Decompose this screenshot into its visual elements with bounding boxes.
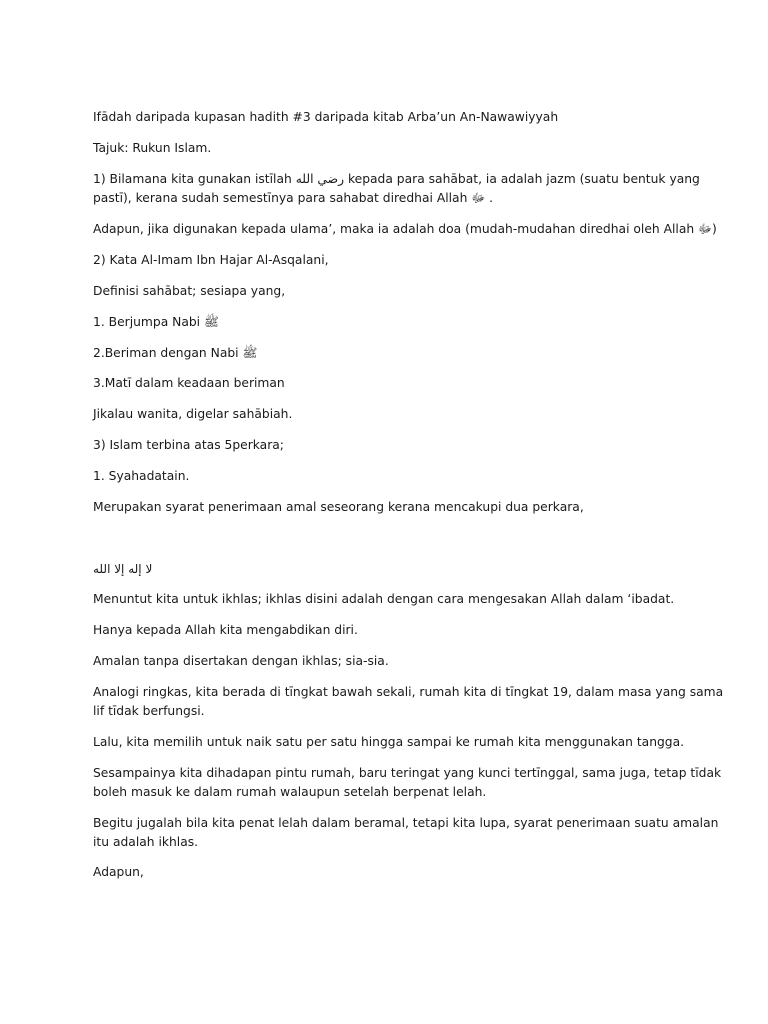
paragraph-line: 2) Kata Al-Imam Ibn Hajar Al-Asqalani, bbox=[93, 253, 329, 267]
paragraph-line: itu adalah ikhlas. bbox=[93, 835, 199, 849]
paragraph-line: lif tīdak berfungsi. bbox=[93, 704, 205, 718]
paragraph-line: Amalan tanpa disertakan dengan ikhlas; sia-sia. bbox=[93, 654, 389, 668]
paragraph-line: Sesampainya kita dihadapan pintu rumah, baru teringat yang kunci tertīnggal, sama juga, tetap tīdak bbox=[93, 766, 722, 780]
paragraph-line: Jikalau wanita, digelar sahābiah. bbox=[93, 407, 293, 421]
paragraph-line: Merupakan syarat penerimaan amal seseorang kerana mencakupi dua perkara, bbox=[93, 500, 584, 514]
paragraph-line: Analogi ringkas, kita berada di tīngkat bawah sekali, rumah kita di tīngkat 19, dalam masa yang sama bbox=[93, 685, 724, 699]
paragraph-line: Menuntut kita untuk ikhlas; ikhlas disini adalah dengan cara mengesakan Allah dalam ‘ibadat. bbox=[93, 592, 675, 606]
paragraph-line: Lalu, kita memilih untuk naik satu per satu hingga sampai ke rumah kita menggunakan tangga. bbox=[93, 735, 685, 749]
paragraph-line: Adapun, jika digunakan kepada ulama’, maka ia adalah doa (mudah-mudahan diredhai oleh Allah ﷻ) bbox=[93, 222, 717, 236]
heading-topic: Tajuk: Rukun Islam. bbox=[93, 141, 212, 155]
paragraph-line: Begitu jugalah bila kita penat lelah dalam beramal, tetapi kita lupa, syarat penerimaan suatu amalan bbox=[93, 816, 719, 830]
arabic-shahada bbox=[93, 560, 683, 579]
paragraph-line: Hanya kepada Allah kita mengabdikan diri. bbox=[93, 623, 358, 637]
paragraph-line: 3) Islam terbina atas 5perkara; bbox=[93, 438, 284, 452]
paragraph-line: Adapun, bbox=[93, 865, 144, 879]
paragraph-line: 1) Bilamana kita gunakan istīlah رضي الله kepada para sahābat, ia adalah jazm (suatu bentuk yang bbox=[93, 172, 700, 186]
list-item: 3.Matī dalam keadaan beriman bbox=[93, 376, 285, 390]
arabic-text: لا إله إلا الله bbox=[93, 562, 153, 576]
paragraph-line: pastī), kerana sudah semestīnya para sahabat diredhai Allah ﷻ . bbox=[93, 191, 494, 205]
list-item: 1. Berjumpa Nabi ﷺ bbox=[93, 315, 219, 329]
paragraph-line: boleh masuk ke dalam rumah walaupun setelah berpenat lelah. bbox=[93, 785, 487, 799]
list-item: 1. Syahadatain. bbox=[93, 469, 190, 483]
document-title: Ifādah daripada kupasan hadith #3 daripada kitab Arba’un An-Nawawiyyah bbox=[93, 110, 559, 124]
list-item: 2.Beriman dengan Nabi ﷺ bbox=[93, 346, 258, 360]
paragraph-line: Definisi sahābat; sesiapa yang, bbox=[93, 284, 286, 298]
